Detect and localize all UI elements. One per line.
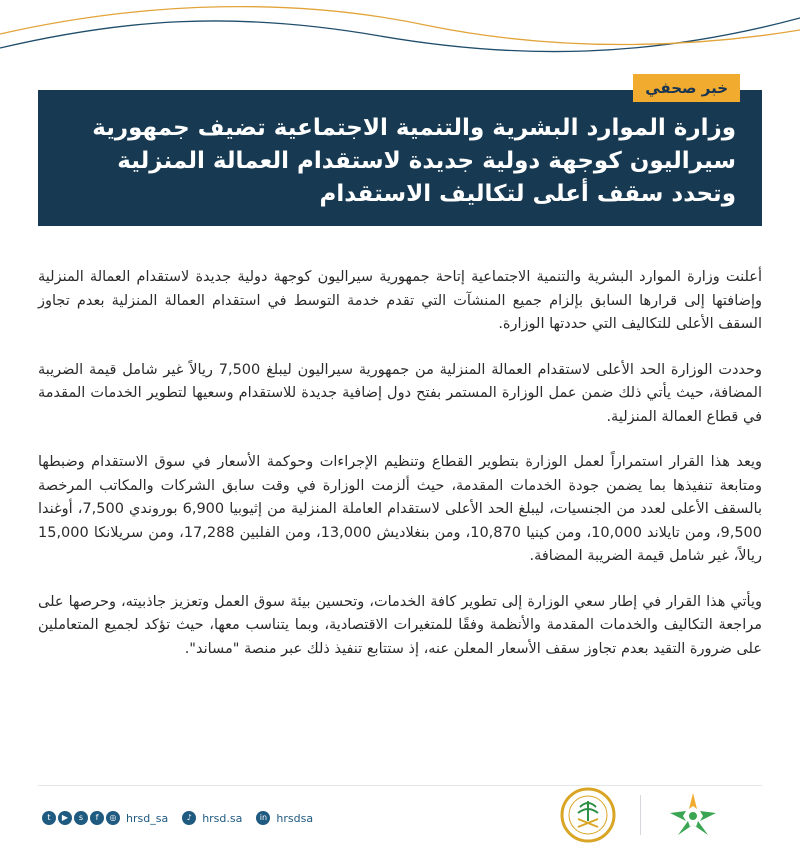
paragraph-1: أعلنت وزارة الموارد البشرية والتنمية الاجتماعية إتاحة جمهورية سيراليون كوجهة دولية جديدة لاستقدام العمالة المنزلية وإضافتها إلى قرارها السابق بإلزام جميع المنشآت التي تقدم خدمة التوسط في استقدام العمالة المنزلية بعدم تجاوز السقف الأعلى للتكاليف التي حددتها الوزارة. [38,269,762,332]
handle-linkedin[interactable]: hrsdsa [276,811,314,825]
social-group-main[interactable] [42,811,168,825]
facebook-icon[interactable]: f [90,811,104,825]
ministry-logo-icon [668,791,718,839]
paragraph-3: ويعد هذا القرار استمراراً لعمل الوزارة بتطوير القطاع وتنظيم الإجراءات وحوكمة الأسعار في سوق الاستقدام وضبطها ومتابعة تنفيذها بما يضمن جودة الخدمات المقدمة، حيث ألزمت الوزارة في وقت سابق الشركات والمكاتب المرخصة بالسقف الأعلى لعدد من الجنسيات، ليبلغ الحد الأعلى لاستقدام العاملة المنزلية من إثيوبيا 6,900 بوروندي 7,500، أوغندا 9,500، ومن تايلاند 10,000، ومن كينيا 10,870، ومن بنغلاديش 13,000، ومن الفلبين 17,288، ومن سريلانكا 15,000 ريالاً، غير شامل قيمة الضريبة المضافة. [38,454,762,564]
linkedin-icon[interactable]: in [256,811,270,825]
social-group-linkedin[interactable] [256,811,313,825]
headline-banner [38,90,762,226]
government-emblem-icon [560,787,616,843]
paragraph-4: ويأتي هذا القرار في إطار سعي الوزارة إلى تطوير كافة الخدمات، وتحسين بيئة سوق العمل وتعزيز جاذبيته، وحرصها على مراجعة التكاليف والخدمات المقدمة والأنظمة وفقًا للمتغيرات الاقتصادية، وبما يتناسب معها، حيث تؤكد لجميع المتعاملين على ضرورة التقيد بعدم تجاوز سقف الأسعار المعلن عنه، إذ ستتابع تنفيذ ذلك عبر منصة "مساند". [38,593,762,657]
logo-separator [640,795,641,835]
footer-logos [560,785,760,843]
handle-hrsd-sa[interactable]: hrsd_sa [126,811,169,825]
social-links [42,808,327,828]
press-release-badge: خبر صحفي [633,74,740,102]
twitter-icon[interactable]: t [42,811,56,825]
snapchat-icon[interactable]: s [74,811,88,825]
youtube-icon[interactable]: ▶ [58,811,72,825]
tiktok-icon[interactable]: ♪ [182,811,196,825]
instagram-icon[interactable]: ◎ [106,811,120,825]
decorative-wave-lines [0,0,800,70]
headline: وزارة الموارد البشرية والتنمية الاجتماعية تضيف جمهورية سيراليون كوجهة دولية جديدة لاستقدام العمالة المنزلية وتحدد سقف أعلى لتكاليف الاستقدام [92,115,736,207]
paragraph-2: وحددت الوزارة الحد الأعلى لاستقدام العمالة المنزلية من جمهورية سيراليون ليبلغ 7,500 ريالاً غير شامل قيمة الضريبة المضافة، حيث يأتي ذلك ضمن عمل الوزارة المستمر بفتح دول إضافية جديدة للاستقدام وسعيها لتطوير الخدمات المقدمة في قطاع العمالة المنزلية. [38,361,763,425]
social-group-tiktok[interactable] [182,811,242,825]
handle-tiktok[interactable]: hrsd.sa [202,811,243,825]
article-body [38,266,762,683]
